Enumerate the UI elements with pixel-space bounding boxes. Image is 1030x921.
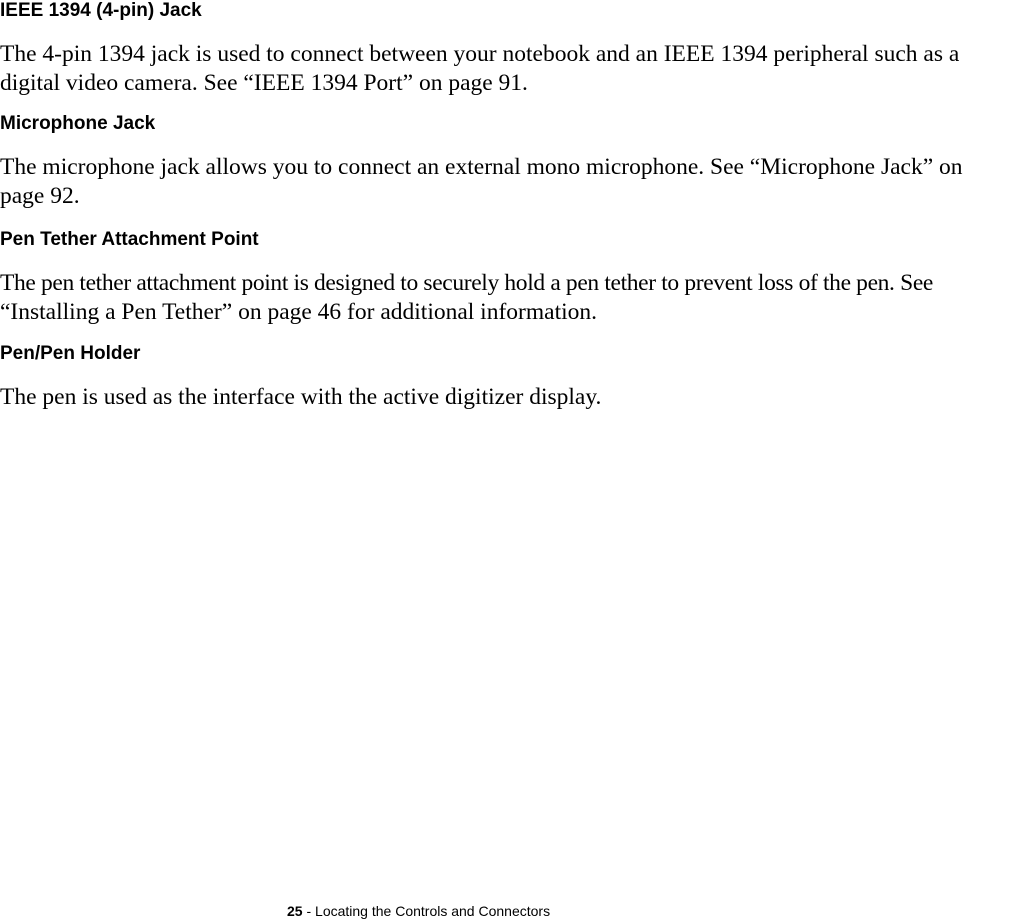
page-number: 25 <box>287 903 303 919</box>
section-pen-holder <box>0 343 1030 412</box>
section-ieee-1394-jack <box>0 0 1030 98</box>
body-line: The pen is used as the interface with the active digitizer display. <box>0 384 602 410</box>
body-line: The 4-pin 1394 jack is used to connect between your notebook and an IEEE 1394 peripheral such as a <box>0 41 960 67</box>
body-line: “Installing a Pen Tether” on page 46 for additional information. <box>0 299 598 325</box>
body-line: The microphone jack allows you to connect an external mono microphone. See “Microphone Jack” on <box>0 154 963 180</box>
footer-separator: - <box>302 903 316 919</box>
section-microphone-jack <box>0 113 1030 211</box>
chapter-title: Locating the Controls and Connectors <box>315 903 551 919</box>
body-line: digital video camera. See “IEEE 1394 Port” on page 91. <box>0 70 528 96</box>
body-line: page 92. <box>0 183 80 209</box>
section-heading: Microphone Jack <box>0 113 156 134</box>
section-heading: Pen/Pen Holder <box>0 343 141 364</box>
section-heading: Pen Tether Attachment Point <box>0 229 259 250</box>
page-footer <box>287 903 550 919</box>
section-pen-tether <box>0 229 1030 327</box>
section-heading: IEEE 1394 (4-pin) Jack <box>0 0 202 21</box>
body-line: The pen tether attachment point is designed to securely hold a pen tether to prevent loss of the pen. See <box>0 270 933 296</box>
